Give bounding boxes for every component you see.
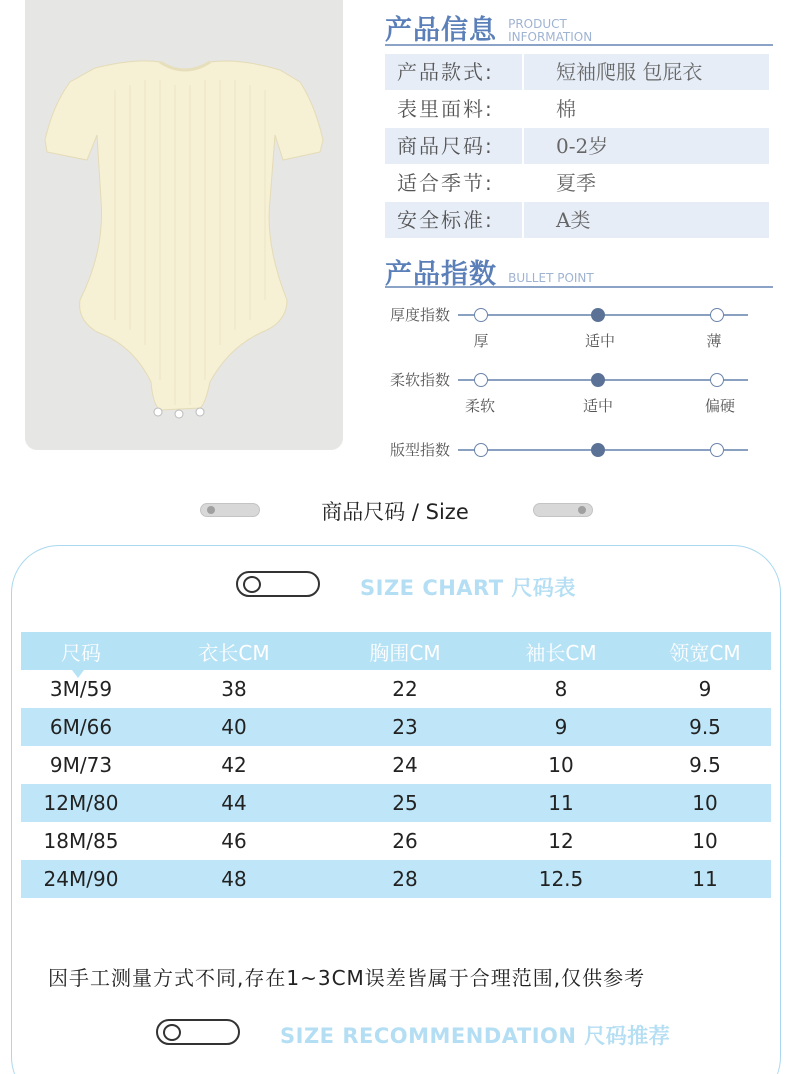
table-cell: 9.5	[689, 753, 721, 777]
info-value: A类	[522, 202, 769, 238]
index-option: 适中	[582, 397, 613, 415]
product-info-header	[385, 8, 773, 46]
table-cell: 44	[221, 791, 247, 815]
info-key: 产品款式:	[385, 54, 522, 90]
index-dot	[474, 308, 488, 322]
table-header-cell: 袖长CM	[525, 640, 597, 665]
index-option: 厚	[473, 332, 489, 350]
index-dot-selected	[591, 443, 605, 457]
table-header-row	[21, 632, 771, 670]
index-dot	[710, 308, 724, 322]
table-row	[21, 670, 771, 708]
table-cell: 26	[392, 829, 418, 853]
index-dot-selected	[591, 373, 605, 387]
table-cell: 3M/59	[49, 677, 113, 701]
thickness-index	[390, 306, 750, 350]
info-value: 夏季	[522, 165, 769, 201]
fit-index	[390, 441, 750, 481]
table-cell: 12.5	[538, 867, 584, 891]
info-value: 0-2岁	[522, 128, 769, 164]
softness-index	[390, 371, 750, 415]
header-notch	[72, 670, 84, 678]
index-option: 适中	[584, 332, 615, 350]
table-header-cell: 衣长CM	[198, 640, 270, 665]
info-row	[385, 91, 769, 127]
table-cell: 24M/90	[43, 867, 119, 891]
table-row	[21, 708, 771, 746]
table-cell: 28	[392, 867, 418, 891]
info-row	[385, 165, 769, 201]
table-cell: 9	[554, 715, 568, 739]
table-cell: 42	[221, 753, 247, 777]
ring-hole	[243, 576, 261, 593]
table-cell: 23	[392, 715, 418, 739]
info-key: 适合季节:	[385, 165, 522, 201]
table-cell: 12M/80	[43, 791, 119, 815]
index-label: 厚度指数	[390, 306, 451, 324]
product-index-title: 产品指数	[385, 259, 497, 290]
table-cell: 9.5	[689, 715, 721, 739]
ring-hole	[163, 1024, 181, 1041]
table-cell: 24	[392, 753, 418, 777]
info-key: 商品尺码:	[385, 128, 522, 164]
table-cell: 11	[548, 791, 574, 815]
decor-pill-right	[533, 503, 593, 517]
size-chart-table	[21, 632, 771, 898]
pill-dot	[207, 506, 215, 514]
index-dot	[710, 373, 724, 387]
table-cell: 10	[692, 791, 718, 815]
index-label: 版型指数	[390, 441, 451, 459]
index-option: 偏硬	[704, 397, 735, 415]
size-recommendation-title: SIZE RECOMMENDATION 尺码推荐	[280, 1024, 671, 1048]
pill-dot	[578, 506, 586, 514]
table-header-cell: 胸围CM	[369, 640, 441, 665]
info-row	[385, 128, 769, 164]
table-cell: 46	[221, 829, 247, 853]
table-cell: 22	[392, 677, 418, 701]
index-dot-selected	[591, 308, 605, 322]
info-key: 安全标准:	[385, 202, 522, 238]
table-cell: 48	[221, 867, 247, 891]
index-dot	[710, 443, 724, 457]
product-photo	[25, 0, 343, 450]
table-cell: 9M/73	[49, 753, 113, 777]
product-info-title: 产品信息	[385, 15, 497, 46]
table-cell: 11	[692, 867, 718, 891]
table-header-cell: 尺码	[61, 640, 101, 665]
size-chart-title: SIZE CHART 尺码表	[360, 576, 576, 600]
table-cell: 10	[548, 753, 574, 777]
size-section-title: 商品尺码 / Size	[321, 500, 469, 524]
decor-ring	[156, 1019, 240, 1045]
table-header-cell: 领宽CM	[669, 640, 741, 665]
table-row	[21, 784, 771, 822]
decor-pill-left	[200, 503, 260, 517]
table-row	[21, 822, 771, 860]
table-row	[21, 860, 771, 898]
bodysuit-illustration	[25, 0, 343, 450]
table-cell: 38	[221, 677, 247, 701]
product-index-title-en: BULLET POINT	[508, 271, 594, 285]
table-cell: 40	[221, 715, 247, 739]
table-cell: 9	[698, 677, 712, 701]
title-en-line-1: PRODUCT	[508, 17, 567, 31]
info-key: 表里面料:	[385, 91, 522, 127]
decor-ring	[236, 571, 320, 597]
product-index-header	[385, 252, 773, 288]
product-info-title-en	[508, 18, 592, 44]
index-option: 柔软	[464, 397, 495, 415]
index-dot	[474, 443, 488, 457]
info-row	[385, 202, 769, 238]
index-option: 薄	[706, 332, 722, 350]
info-row	[385, 54, 769, 90]
table-row	[21, 746, 771, 784]
product-info-table	[385, 54, 769, 239]
info-value: 短袖爬服 包屁衣	[522, 54, 769, 90]
title-en-line-2: INFORMATION	[508, 30, 593, 44]
index-dot	[474, 373, 488, 387]
table-cell: 18M/85	[43, 829, 119, 853]
index-label: 柔软指数	[390, 371, 451, 389]
table-cell: 10	[692, 829, 718, 853]
info-value: 棉	[522, 91, 769, 127]
table-cell: 12	[548, 829, 574, 853]
table-cell: 25	[392, 791, 418, 815]
table-cell: 8	[554, 677, 568, 701]
measurement-note: 因手工测量方式不同,存在1~3CM误差皆属于合理范围,仅供参考	[48, 966, 646, 990]
table-cell: 6M/66	[49, 715, 113, 739]
